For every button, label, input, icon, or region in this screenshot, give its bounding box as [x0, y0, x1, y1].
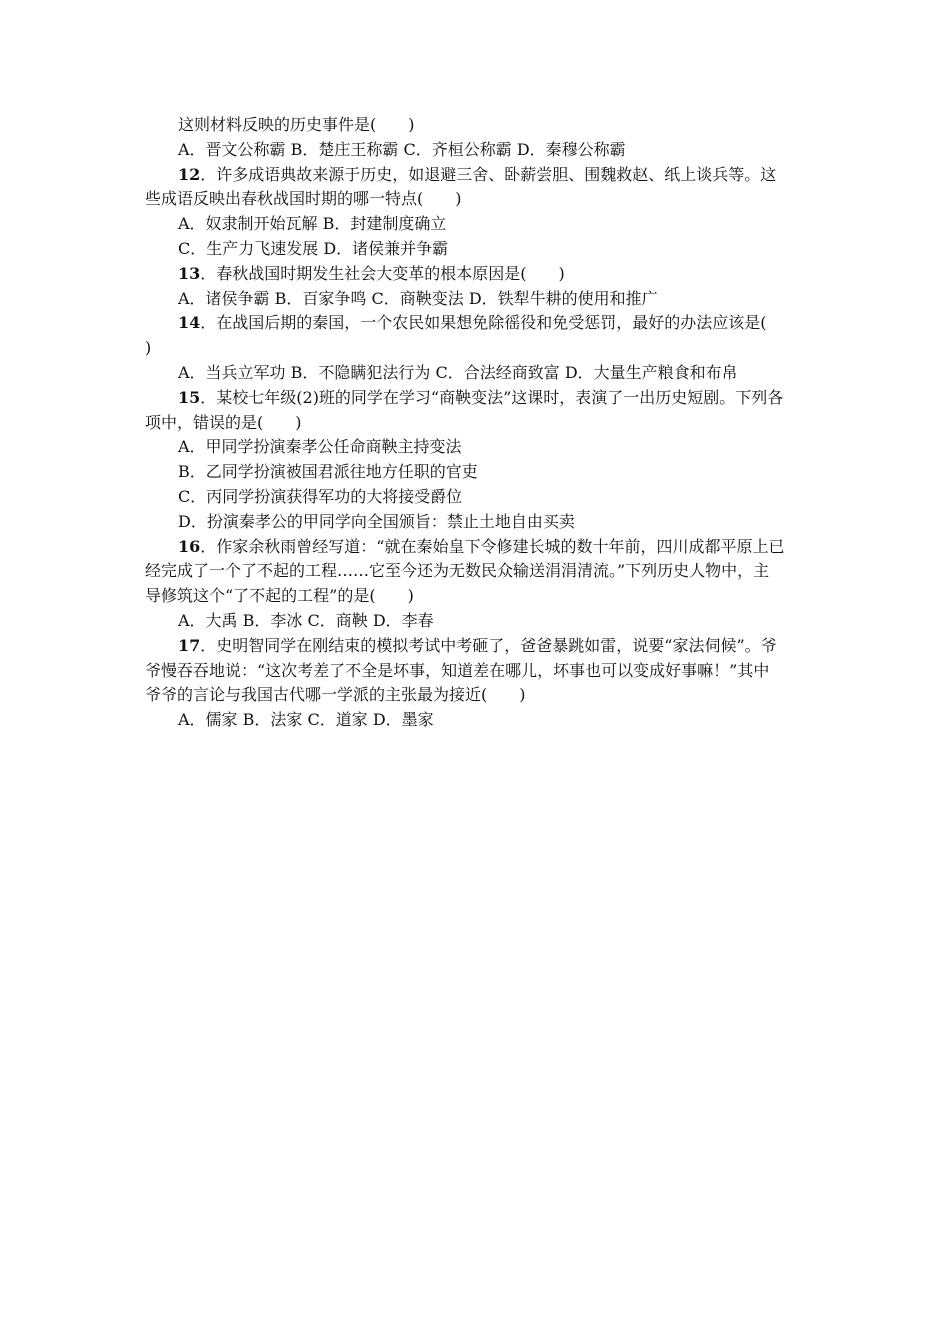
line-text: ．许多成语典故来源于历史，如退避三舍、卧薪尝胆、围魏救赵、纸上谈兵等。这 — [200, 164, 777, 184]
text-line — [145, 113, 810, 138]
line-text: ．在战国后期的秦国，一个农民如果想免除徭役和免受惩罚，最好的办法应该是( — [200, 313, 767, 333]
line-text: A．大禹 B．李冰 C．商鞅 D．李春 — [178, 610, 434, 630]
line-text: ．某校七年级(2)班的同学在学习“商鞅变法”这课时，表演了一出历史短剧。下列各 — [200, 387, 784, 407]
text-line — [145, 336, 810, 361]
question-number: 17 — [178, 635, 201, 655]
text-line — [145, 435, 810, 460]
line-text: 这则材料反映的历史事件是( ) — [178, 115, 415, 134]
document-page — [145, 113, 810, 733]
question-number: 13 — [178, 263, 201, 283]
line-text: A．奴隶制开始瓦解 B．封建制度确立 — [178, 214, 447, 234]
line-text: B．乙同学扮演被国君派往地方任职的官吏 — [178, 462, 478, 482]
text-line — [145, 163, 810, 188]
text-line — [145, 510, 810, 535]
text-line — [145, 485, 810, 510]
line-text: A．诸侯争霸 B．百家争鸣 C．商鞅变法 D．铁犁牛耕的使用和推广 — [178, 288, 658, 308]
line-text: C．丙同学扮演获得军功的大将接受爵位 — [178, 486, 463, 506]
line-text: A．晋文公称霸 B．楚庄王称霸 C．齐桓公称霸 D．秦穆公称霸 — [178, 139, 626, 159]
line-text: ．春秋战国时期发生社会大变革的根本原因是( ) — [200, 263, 565, 283]
line-text: 项中，错误的是( ) — [145, 412, 302, 432]
question-number: 14 — [178, 313, 201, 333]
text-line — [145, 584, 810, 609]
text-line — [145, 535, 810, 560]
text-line — [145, 708, 810, 733]
line-text: 导修筑这个“了不起的工程”的是( ) — [145, 586, 414, 606]
line-text: ) — [145, 338, 152, 358]
line-text: 爷爷的言论与我国古代哪一学派的主张最为接近( ) — [145, 685, 526, 705]
text-line — [145, 237, 810, 262]
text-line — [145, 138, 810, 163]
text-line — [145, 212, 810, 237]
question-number: 12 — [178, 164, 201, 184]
text-line — [145, 460, 810, 485]
text-line — [145, 609, 810, 634]
text-line — [145, 559, 810, 584]
text-line — [145, 386, 810, 411]
question-number: 15 — [178, 387, 201, 407]
line-text: 些成语反映出春秋战国时期的哪一特点( ) — [145, 189, 462, 209]
line-text: ．作家余秋雨曾经写道：“就在秦始皇下令修建长城的数十年前，四川成都平原上已 — [200, 536, 785, 556]
line-text: A．儒家 B．法家 C．道家 D．墨家 — [178, 710, 434, 730]
line-text: ．史明智同学在刚结束的模拟考试中考砸了，爸爸暴跳如雷，说要“家法伺候”。爷 — [200, 635, 777, 655]
text-line — [145, 361, 810, 386]
text-line — [145, 634, 810, 659]
text-line — [145, 262, 810, 287]
text-line — [145, 187, 810, 212]
text-line — [145, 287, 810, 312]
line-text: C．生产力飞速发展 D．诸侯兼并争霸 — [178, 238, 449, 258]
line-text: D．扮演秦孝公的甲同学向全国颁旨：禁止土地自由买卖 — [178, 511, 575, 531]
line-text: 爷慢吞吞地说：“这次考差了不全是坏事，知道差在哪儿，坏事也可以变成好事嘛！”其中 — [145, 660, 770, 680]
text-line — [145, 659, 810, 684]
line-text: 经完成了一个了不起的工程……它至今还为无数民众输送涓涓清流。”下列历史人物中，主 — [145, 561, 770, 581]
line-text: A．甲同学扮演秦孝公任命商鞅主持变法 — [178, 437, 462, 457]
line-text: A．当兵立军功 B．不隐瞒犯法行为 C．合法经商致富 D．大量生产粮食和布帛 — [178, 362, 738, 382]
text-line — [145, 683, 810, 708]
text-line — [145, 311, 810, 336]
question-number: 16 — [178, 536, 201, 556]
text-line — [145, 411, 810, 436]
